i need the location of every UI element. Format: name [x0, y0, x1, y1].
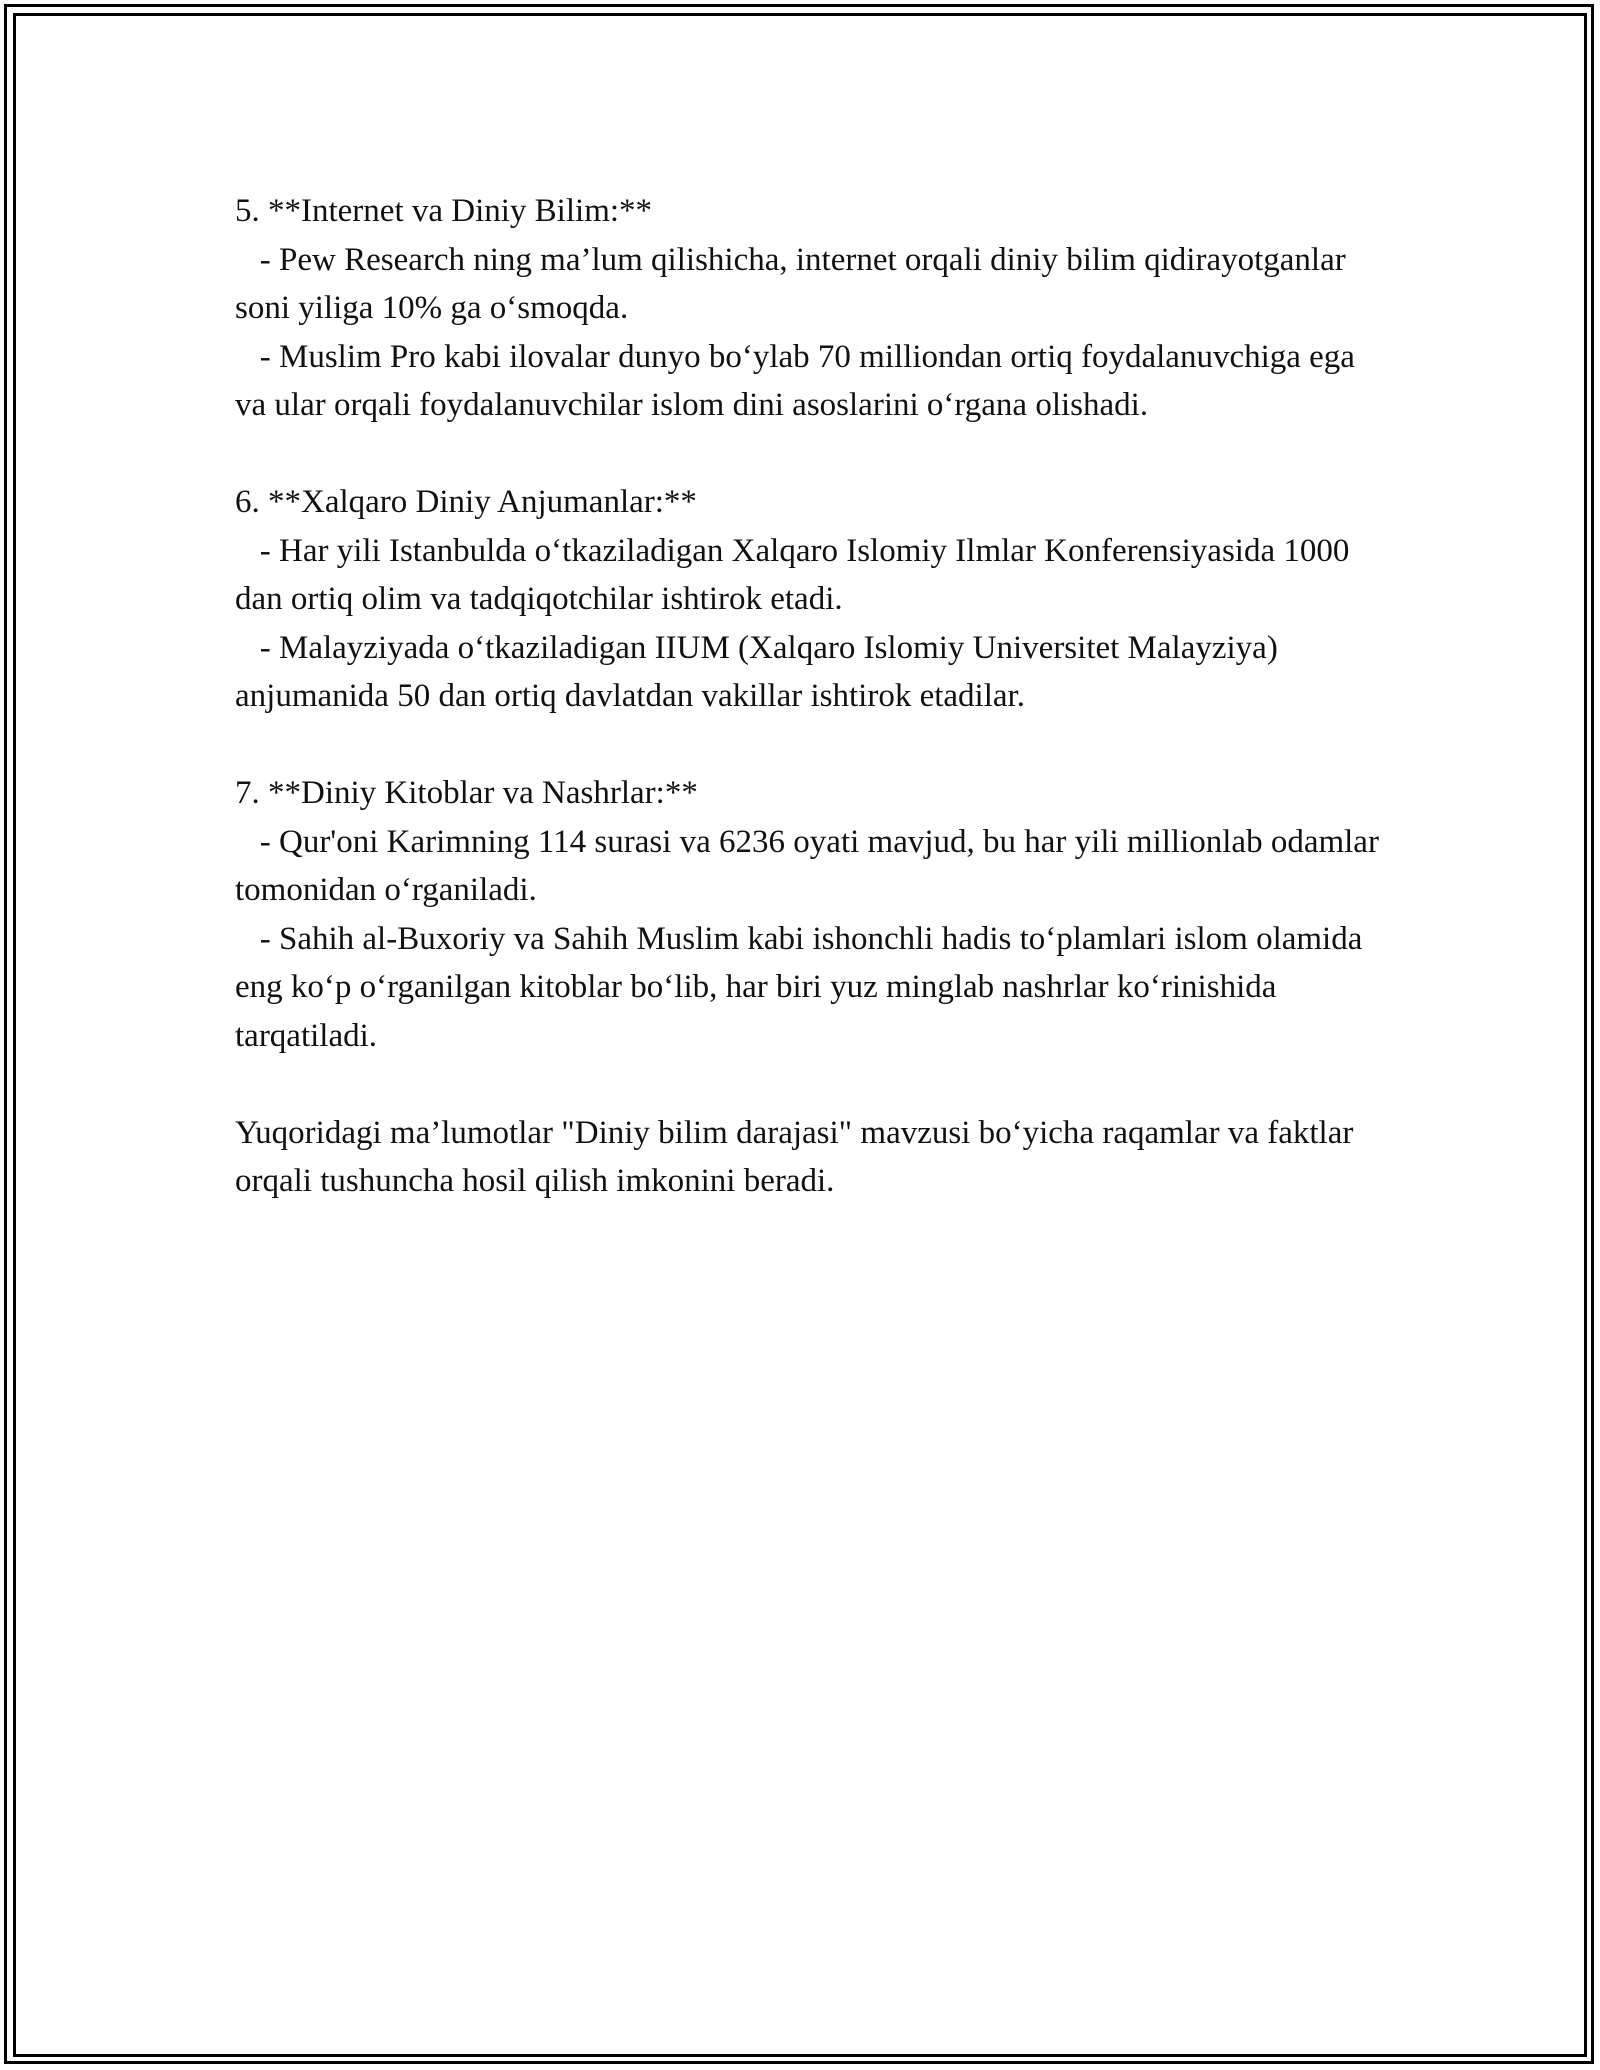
bullet-item: - Pew Research ning ma’lum qilishicha, internet orqali diniy bilim qidirayotganlar soni yiliga 10% ga o‘smoqda. [235, 241, 1354, 326]
conclusion-paragraph: Yuqoridagi ma’lumotlar "Diniy bilim darajasi" mavzusi bo‘yicha raqamlar va faktlar orqali tushuncha hosil qilish imkonini beradi. [235, 1114, 1354, 1199]
bullet-item: - Sahih al-Buxoriy va Sahih Muslim kabi ishonchli hadis to‘plamlari islom olamida eng ko‘p o‘rganilgan kitoblar bo‘lib, har biri yuz minglab nashrlar ko‘rinishida tarqatiladi. [235, 920, 1371, 1054]
bullet-item: - Malayziyada o‘tkaziladigan IIUM (Xalqaro Islomiy Universitet Malayziya) anjumanida 50 dan ortiq davlatdan vakillar ishtirok etadilar. [235, 629, 1287, 714]
bullet-item: - Qur'oni Karimning 114 surasi va 6236 oyati mavjud, bu har yili millionlab odamlar tomonidan o‘rganiladi. [235, 823, 1388, 908]
section-heading: 7. **Diniy Kitoblar va Nashrlar:** [235, 775, 698, 811]
section-books [235, 769, 1388, 1060]
section-conferences [235, 478, 1385, 721]
section-internet [235, 187, 1385, 430]
bullet-item: - Har yili Istanbulda o‘tkaziladigan Xalqaro Islomiy Ilmlar Konferensiyasida 1000 dan ortiq olim va tadqiqotchilar ishtirok etadi. [235, 532, 1358, 617]
section-heading: 5. **Internet va Diniy Bilim:** [235, 193, 653, 229]
section-heading: 6. **Xalqaro Diniy Anjumanlar:** [235, 484, 697, 520]
bullet-item: - Muslim Pro kabi ilovalar dunyo bo‘ylab 70 milliondan ortiq foydalanuvchiga ega va ular orqali foydalanuvchilar islom dini asoslarini o‘rgana olishadi. [235, 338, 1364, 423]
document-body [235, 187, 1388, 1206]
